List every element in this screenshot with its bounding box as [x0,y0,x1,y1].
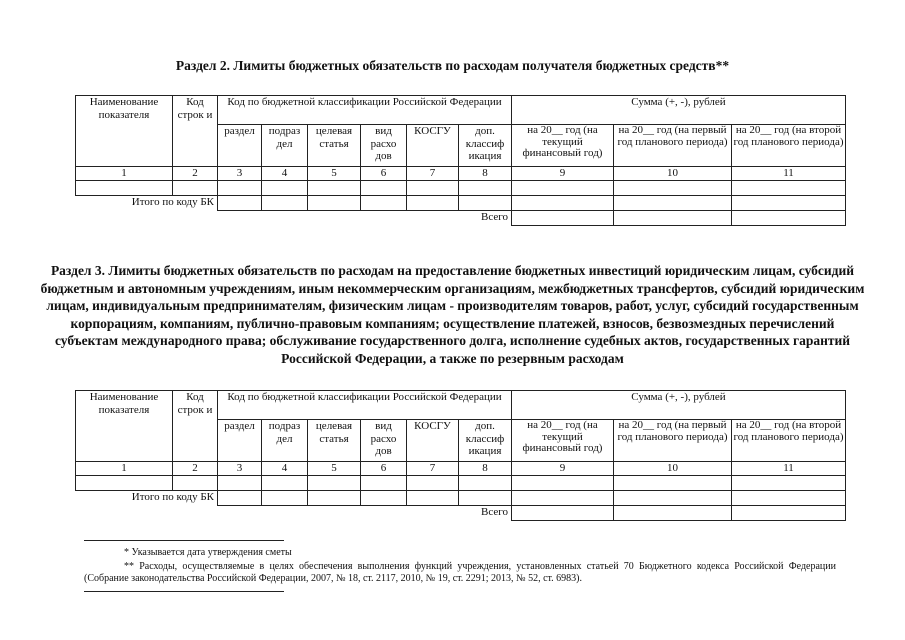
table-cell[interactable] [732,476,846,491]
col-num: 5 [308,462,361,476]
table-cell[interactable] [732,181,846,196]
table-cell[interactable] [614,181,732,196]
subheader-razdel: раздел [218,125,262,167]
table-cell[interactable] [361,476,407,491]
col-num: 5 [308,167,361,181]
table-cell[interactable] [76,476,173,491]
col-num: 10 [614,462,732,476]
table-cell[interactable] [218,196,262,211]
table-cell[interactable] [614,476,732,491]
subheader-dop-klassifikaciya: доп. классиф икация [459,125,512,167]
col-num: 4 [262,167,308,181]
column-number-row [76,462,846,476]
col-num: 6 [361,167,407,181]
header-amount: Сумма (+, -), рублей [512,391,846,420]
subheader-vid-raskhodov: вид расхо дов [361,125,407,167]
vsego-row [76,506,846,521]
col-num: 9 [512,462,614,476]
col-num: 8 [459,167,512,181]
itogo-label: Итого по коду БК [131,196,214,208]
subheader-podrazdel: подраз дел [262,420,308,462]
section-2-title: Раздел 2. Лимиты бюджетных обязательств по расходам получателя бюджетных средств** [175,58,730,73]
table-cell[interactable] [308,476,361,491]
table-cell[interactable] [512,506,614,521]
col-num: 1 [76,167,173,181]
table-cell[interactable] [262,181,308,196]
table-cell[interactable] [76,181,173,196]
table-cell[interactable] [614,196,732,211]
table-cell[interactable] [512,181,614,196]
table-cell[interactable] [407,491,459,506]
table-cell[interactable] [218,181,262,196]
section-3-table [75,390,846,521]
table-cell[interactable] [361,491,407,506]
subheader-year-plan-2: на 20__ год (на второй год планового периода) [732,125,846,167]
col-num: 7 [407,167,459,181]
table-cell[interactable] [218,491,262,506]
table-cell[interactable] [308,491,361,506]
table-cell[interactable] [614,211,732,226]
vsego-label: Всего [481,211,508,223]
vsego-label: Всего [481,506,508,518]
table-row [76,476,846,491]
col-num: 1 [76,462,173,476]
section-3-title: Раздел 3. Лимиты бюджетных обязательств по расходам на предоставление бюджетных инвестиций юридическим лицам, субсидий бюджетным и автономным учреждениям, иным некоммерческим организациям, межбюджетных трансфертов, субсидий юридическим лицам, индивидуальным предпринимателям, физическим лицам - производителям товаров, работ, услуг, субсидий государственным корпорациям, компаниям, публично-правовым компаниям; осуществление платежей, взносов, безвозмездных перечислений субъектам международного права; обслуживание государственного долга, исполнение судебных актов, государственных гарантий Российской Федерации, а также по резервным расходам [40,263,865,366]
table-cell[interactable] [512,196,614,211]
table-cell[interactable] [459,181,512,196]
itogo-row [76,491,846,506]
table-cell[interactable] [459,476,512,491]
table-cell[interactable] [361,181,407,196]
col-num: 11 [732,462,846,476]
subheader-podrazdel: подраз дел [262,125,308,167]
table-cell[interactable] [173,181,218,196]
footnote-1: * Указывается дата утверждения сметы [124,547,292,558]
itogo-row [76,196,846,211]
subheader-year-plan-1: на 20__ год (на первый год планового периода) [614,125,732,167]
col-num: 9 [512,167,614,181]
table-cell[interactable] [459,491,512,506]
footnote-divider [84,540,284,541]
col-num: 8 [459,462,512,476]
footnote-end-divider [84,591,284,592]
table-cell[interactable] [459,196,512,211]
subheader-kosgu: КОСГУ [407,420,459,462]
table-row [76,181,846,196]
table-cell[interactable] [732,506,846,521]
subheader-celevaya-statya: целевая статья [308,125,361,167]
header-budget-classification: Код по бюджетной классификации Российской Федерации [218,391,512,420]
col-num: 3 [218,167,262,181]
vsego-row [76,211,846,226]
footnote-2: ** Расходы, осуществляемые в целях обеспечения выполнения функций учреждения, установленных статьей 70 Бюджетного кодекса Российской Федерации (Собрание законодательства Российской Федерации, 2007, № 18, ст. 2117, 2010, № 19, ст. 2291; 2013, № 52, ст. 6983). [84,561,836,584]
header-indicator-name: Наименование показателя [76,96,173,167]
header-budget-classification: Код по бюджетной классификации Российской Федерации [218,96,512,125]
subheader-razdel: раздел [218,420,262,462]
header-line-code: Код строк и [173,96,218,167]
itogo-label: Итого по коду БК [131,491,214,503]
table-cell[interactable] [732,196,846,211]
subheader-kosgu: КОСГУ [407,125,459,167]
col-num: 6 [361,462,407,476]
col-num: 4 [262,462,308,476]
col-num: 11 [732,167,846,181]
header-amount: Сумма (+, -), рублей [512,96,846,125]
col-num: 3 [218,462,262,476]
col-num: 10 [614,167,732,181]
section-2-table [75,95,846,226]
subheader-dop-klassifikaciya: доп. классиф икация [459,420,512,462]
column-number-row [76,167,846,181]
col-num: 2 [173,167,218,181]
subheader-year-current: на 20__ год (на текущий финансовый год) [512,420,614,462]
table-cell[interactable] [512,491,614,506]
table-cell[interactable] [308,196,361,211]
table-cell[interactable] [262,491,308,506]
header-line-code: Код строк и [173,391,218,462]
table-cell[interactable] [407,196,459,211]
table-cell[interactable] [732,491,846,506]
subheader-vid-raskhodov: вид расхо дов [361,420,407,462]
table-cell[interactable] [614,491,732,506]
table-cell[interactable] [407,181,459,196]
table-cell[interactable] [262,196,308,211]
subheader-year-plan-2: на 20__ год (на второй год планового периода) [732,420,846,462]
table-cell[interactable] [614,506,732,521]
table-cell[interactable] [308,181,361,196]
col-num: 7 [407,462,459,476]
table-cell[interactable] [512,476,614,491]
table-cell[interactable] [407,476,459,491]
table-cell[interactable] [512,211,614,226]
header-indicator-name: Наименование показателя [76,391,173,462]
table-cell[interactable] [218,476,262,491]
table-cell[interactable] [262,476,308,491]
table-cell[interactable] [361,196,407,211]
subheader-celevaya-statya: целевая статья [308,420,361,462]
table-cell[interactable] [732,211,846,226]
subheader-year-current: на 20__ год (на текущий финансовый год) [512,125,614,167]
table-cell[interactable] [173,476,218,491]
col-num: 2 [173,462,218,476]
subheader-year-plan-1: на 20__ год (на первый год планового периода) [614,420,732,462]
